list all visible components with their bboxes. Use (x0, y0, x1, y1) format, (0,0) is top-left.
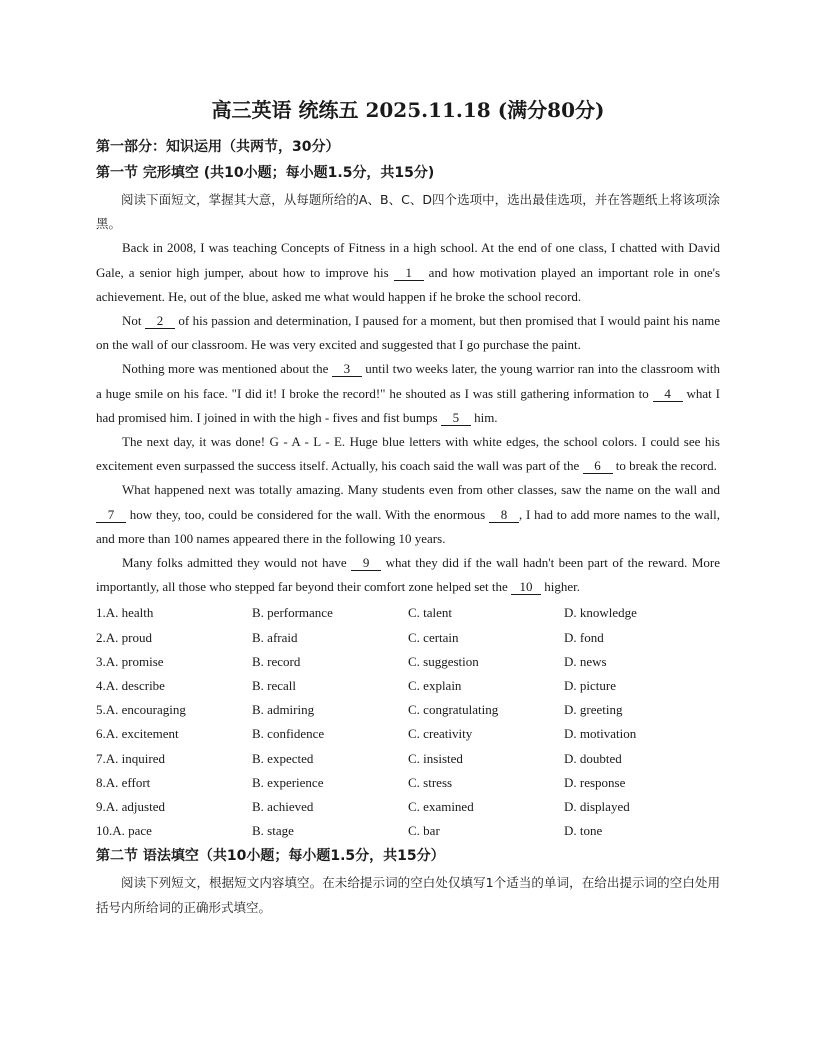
passage-text: what I had promised him. I joined in with the high - fives and fist bumps (96, 385, 720, 425)
part-heading: 第一部分：知识运用（共两节，30分） (96, 139, 340, 155)
passage-text: Nothing more was mentioned about the (122, 361, 332, 377)
passage-text: to break the record. (612, 458, 717, 474)
option-row (96, 747, 720, 771)
option-item: C. stress (408, 774, 453, 790)
passage-text: , I had to add more names to the wall, and more than 100 names appeared there in the following 10 years. (96, 506, 721, 546)
passage-paragraph (96, 309, 720, 357)
blank-4: 4 (653, 386, 683, 402)
option-item: D. news (564, 653, 607, 669)
page-title: 高三英语 统练五 2025.11.18 (满分80分) (211, 98, 605, 122)
option-item: B. recall (252, 678, 297, 694)
section1-heading: 第一节 完形填空 (共10小题；每小题1.5分，共15分) (96, 165, 435, 181)
option-item: C. examined (408, 799, 474, 815)
passage-text: What happened next was totally amazing. Many students even from other classes, saw the name on the wall and (122, 482, 720, 498)
option-item: D. motivation (564, 726, 637, 742)
passage-paragraph (96, 357, 720, 430)
section1-instruction: 阅读下面短文，掌握其大意，从每题所给的A、B、C、D四个选项中，选出最佳选项，并在答题纸上将该项涂黑。 (96, 192, 720, 232)
option-item: 7.A. inquired (96, 750, 165, 766)
option-item: C. certain (408, 629, 459, 645)
passage-paragraph (96, 430, 720, 478)
option-row (96, 722, 720, 746)
passage-text: higher. (541, 579, 581, 595)
cloze-options (96, 601, 720, 843)
option-row (96, 674, 720, 698)
section2-heading: 第二节 语法填空（共10小题；每小题1.5分，共15分） (96, 848, 445, 865)
option-item: D. displayed (564, 799, 630, 815)
option-item: B. experience (252, 774, 324, 790)
option-item: C. explain (408, 678, 462, 694)
option-item: B. performance (252, 605, 333, 621)
blank-6: 6 (583, 458, 613, 474)
passage-text: The next day, it was done! G - A - L - E. Huge blue letters with white edges, the school colors. I could see his excitement even surpassed the success itself. Actually, his coach said the wall was part of the (96, 434, 720, 474)
passage-text: Many folks admitted they would not have (122, 555, 352, 571)
passage-paragraph (96, 478, 720, 551)
passage-text: Not (122, 313, 145, 329)
blank-8: 8 (489, 507, 519, 523)
blank-9: 9 (351, 555, 381, 571)
option-item: 5.A. encouraging (96, 702, 186, 718)
option-item: B. expected (252, 750, 314, 766)
passage-text: and how motivation played an important role in one's achievement. He, out of the blue, asked me what would happen if he broke the school record. (96, 264, 720, 304)
passage-text: him. (470, 409, 498, 425)
option-row (96, 601, 720, 625)
section2-instruction: 阅读下列短文，根据短文内容填空。在未给提示词的空白处仅填写1个适当的单词，在给出提示词的空白处用括号内所给词的正确形式填空。 (96, 875, 720, 915)
option-item: D. picture (564, 678, 616, 694)
option-item: D. tone (564, 823, 603, 839)
option-item: 9.A. adjusted (96, 799, 165, 815)
option-item: C. creativity (408, 726, 473, 742)
passage-text: of his passion and determination, I paused for a moment, but then promised that I would paint his name on the wall of our classroom. He was very excited and suggested that I go purchase the paint. (96, 313, 720, 353)
option-item: D. doubted (564, 750, 622, 766)
option-item: B. afraid (252, 629, 298, 645)
passage-text: how they, too, could be considered for the wall. With the enormous (126, 506, 489, 522)
option-item: 8.A. effort (96, 774, 151, 790)
option-item: C. suggestion (408, 653, 479, 669)
option-row (96, 650, 720, 674)
option-item: C. bar (408, 823, 440, 839)
option-item: D. knowledge (564, 605, 637, 621)
blank-2: 2 (145, 313, 175, 329)
passage-text: what they did if the wall hadn't been part of the reward. More importantly, all those who stepped far beyond their comfort zone helped set the (96, 555, 720, 595)
option-row (96, 771, 720, 795)
blank-3: 3 (332, 361, 362, 377)
blank-1: 1 (394, 265, 424, 281)
option-item: 6.A. excitement (96, 726, 179, 742)
passage-paragraph (96, 551, 720, 599)
option-item: C. insisted (408, 750, 463, 766)
option-row (96, 795, 720, 819)
passage-text: Back in 2008, I was teaching Concepts of Fitness in a high school. At the end of one class, I chatted with David Gale, a senior high jumper, about how to improve his (96, 240, 720, 280)
option-item: C. talent (408, 605, 453, 621)
option-item: 1.A. health (96, 605, 154, 621)
option-row (96, 626, 720, 650)
passage-text: until two weeks later, the young warrior ran into the classroom with a huge smile on his face. "I did it! I broke the record!" he shouted as I was still gathering information to (96, 361, 721, 401)
blank-5: 5 (441, 410, 471, 426)
option-item: C. congratulating (408, 702, 499, 718)
option-item: 4.A. describe (96, 678, 165, 694)
cloze-passage (96, 236, 720, 599)
blank-10: 10 (511, 579, 541, 595)
option-item: D. response (564, 774, 626, 790)
option-item: 3.A. promise (96, 653, 164, 669)
option-row (96, 698, 720, 722)
passage-paragraph (96, 236, 720, 309)
option-item: B. stage (252, 823, 294, 839)
option-row (96, 819, 720, 843)
option-item: D. greeting (564, 702, 623, 718)
option-item: B. achieved (252, 799, 314, 815)
blank-7: 7 (96, 507, 126, 523)
option-item: D. fond (564, 629, 604, 645)
option-item: B. record (252, 653, 301, 669)
option-item: B. admiring (252, 702, 315, 718)
option-item: B. confidence (252, 726, 325, 742)
option-item: 2.A. proud (96, 629, 152, 645)
option-item: 10.A. pace (96, 823, 152, 839)
